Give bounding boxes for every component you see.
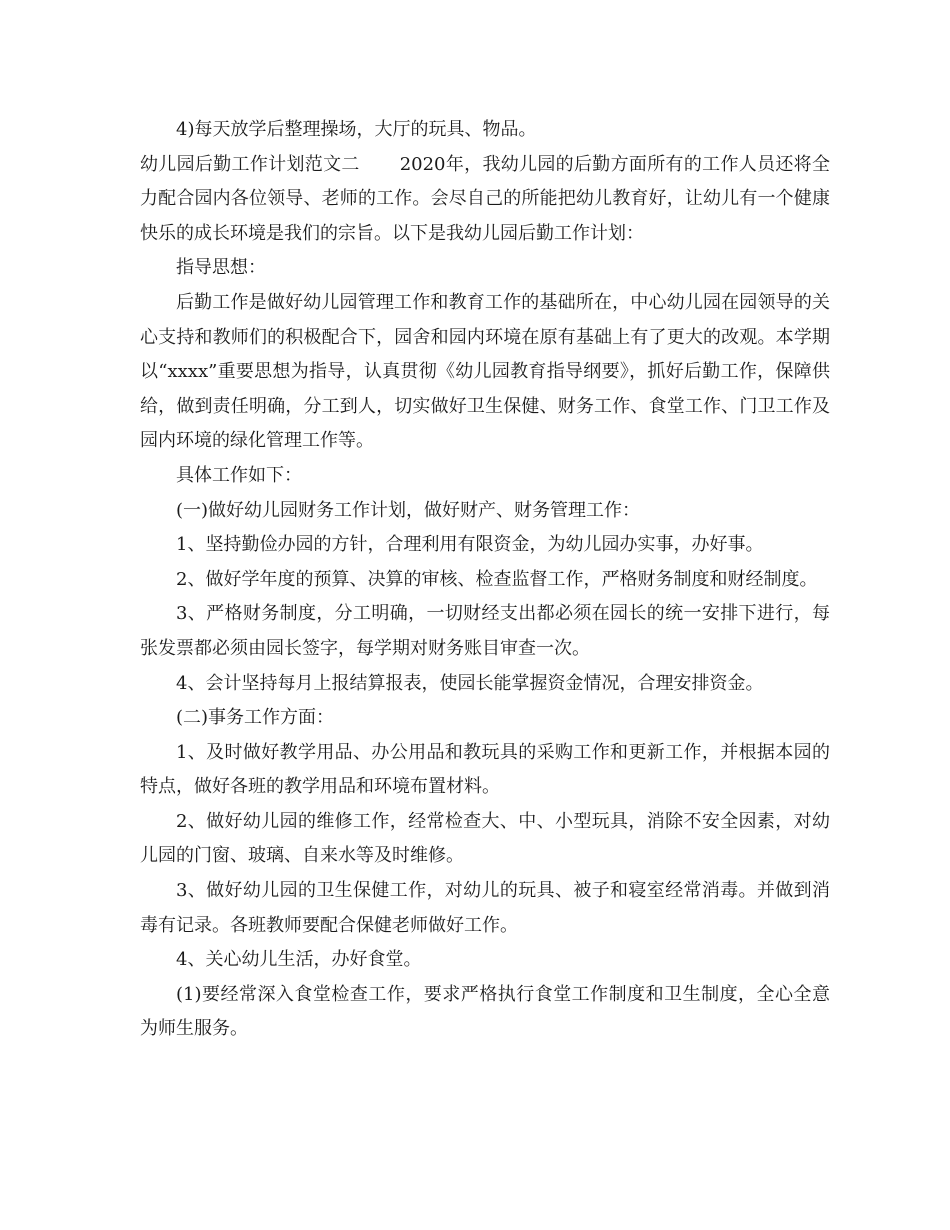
paragraph: 3、严格财务制度，分工明确，一切财经支出都必须在园长的统一安排下进行，每张发票都必须由园长签字，每学期对财务账目审查一次。 bbox=[140, 603, 830, 659]
paragraph-text: 2020年，我幼儿园的后勤方面所有的工作人员还将全力配合园内各位领导、老师的工作。会尽自己的所能把幼儿教育好，让幼儿有一个健康快乐的成长环境是我们的宗旨。以下是我幼儿园后勤工作计划： bbox=[140, 153, 830, 244]
paragraph: 1、及时做好教学用品、办公用品和教玩具的采购工作和更新工作，并根据本园的特点，做好各班的教学用品和环境布置材料。 bbox=[140, 741, 830, 798]
paragraph: (一)做好幼儿园财务工作计划，做好财产、财务管理工作： bbox=[176, 499, 641, 521]
paragraph: 具体工作如下： bbox=[176, 464, 302, 486]
paragraph: 2、做好幼儿园的维修工作，经常检查大、中、小型玩具，消除不安全因素，对幼儿园的门窗、玻璃、自来水等及时维修。 bbox=[140, 810, 830, 867]
paragraph: (1)要经常深入食堂检查工作，要求严格执行食堂工作制度和卫生制度，全心全意为师生服务。 bbox=[140, 983, 830, 1040]
paragraph: 4)每天放学后整理操场，大厅的玩具、物品。 bbox=[176, 119, 537, 140]
document-body bbox=[140, 113, 830, 1047]
paragraph: 指导思想： bbox=[176, 257, 266, 279]
paragraph: 4、会计坚持每月上报结算报表，使园长能掌握资金情况，合理安排资金。 bbox=[176, 672, 764, 694]
paragraph: 1、坚持勤俭办园的方针，合理利用有限资金，为幼儿园办实事，办好事。 bbox=[176, 534, 764, 556]
paragraph: 3、做好幼儿园的卫生保健工作，对幼儿的玩具、被子和寝室经常消毒。并做到消毒有记录。各班教师要配合保健老师做好工作。 bbox=[140, 880, 830, 936]
paragraph: (二)事务工作方面： bbox=[176, 707, 335, 729]
paragraph-with-title bbox=[140, 148, 830, 252]
paragraph: 后勤工作是做好幼儿园管理工作和教育工作的基础所在，中心幼儿园在园领导的关心支持和教师们的积极配合下，园舍和园内环境在原有基础上有了更大的改观。本学期以“xxxx”重要思想为指导，认真贯彻《幼儿园教育指导纲要》，抓好后勤工作，保障供给，做到责任明确，分工到人，切实做好卫生保健、财务工作、食堂工作、门卫工作及园内环境的绿化管理工作等。 bbox=[140, 291, 830, 452]
paragraph: 4、关心幼儿生活，办好食堂。 bbox=[176, 949, 422, 971]
section-title: 幼儿园后勤工作计划范文二 bbox=[140, 153, 360, 175]
paragraph: 2、做好学年度的预算、决算的审核、检查监督工作，严格财务制度和财经制度。 bbox=[176, 568, 818, 590]
